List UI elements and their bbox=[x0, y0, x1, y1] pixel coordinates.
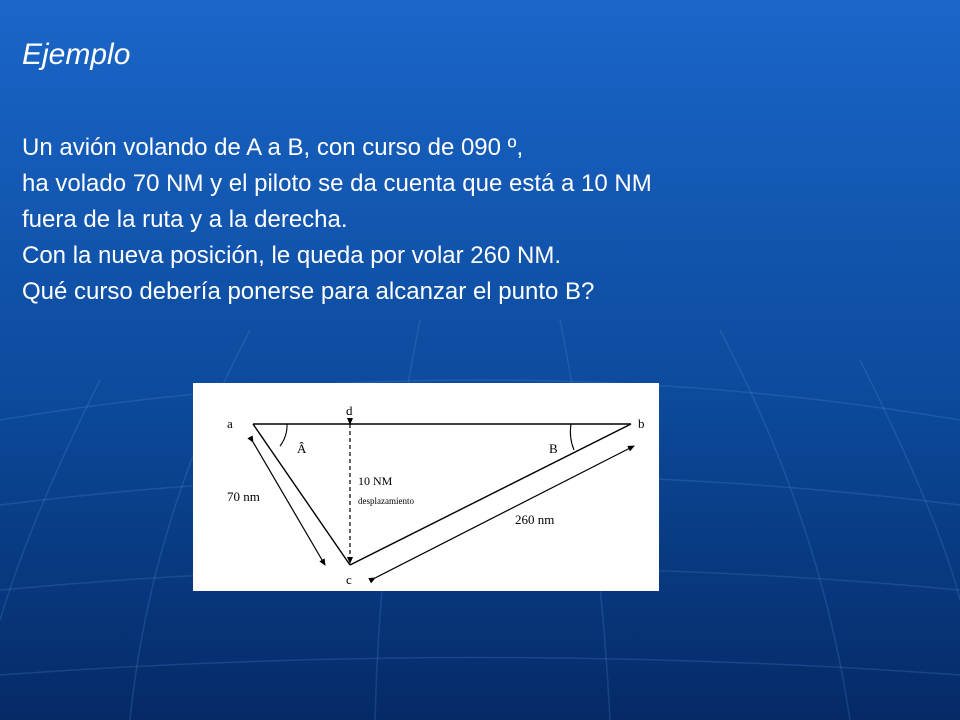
label-point-b: b bbox=[638, 416, 645, 431]
problem-line-1: Un avión volando de A a B, con curso de 090 º, bbox=[22, 134, 524, 161]
label-side-ac: 70 nm bbox=[227, 489, 260, 504]
arrow-260nm bbox=[375, 446, 634, 578]
label-offset-value: 10 NM bbox=[358, 474, 393, 488]
triangle-diagram bbox=[193, 383, 659, 591]
problem-line-2: ha volado 70 NM y el piloto se da cuenta que está a 10 NM bbox=[22, 170, 652, 197]
label-side-cb: 260 nm bbox=[515, 512, 555, 527]
side-cb-line bbox=[350, 424, 631, 565]
label-point-d: d bbox=[346, 403, 353, 418]
problem-line-4: Con la nueva posición, le queda por volar 260 NM. bbox=[22, 242, 561, 269]
label-angle-a: Â bbox=[297, 441, 307, 456]
label-angle-b: B bbox=[549, 441, 558, 456]
angle-b-arc bbox=[570, 424, 574, 450]
label-point-c: c bbox=[346, 572, 352, 587]
label-offset-caption: desplazamiento bbox=[358, 496, 414, 506]
triangle-diagram-svg bbox=[193, 383, 659, 591]
label-point-a: a bbox=[227, 416, 233, 431]
arrow-70nm bbox=[253, 442, 325, 565]
problem-statement bbox=[22, 130, 942, 310]
angle-a-arc bbox=[280, 424, 287, 446]
problem-line-5: Qué curso debería ponerse para alcanzar el punto B? bbox=[22, 278, 595, 305]
problem-line-3: fuera de la ruta y a la derecha. bbox=[22, 206, 348, 233]
slide-title: Ejemplo bbox=[22, 38, 131, 71]
